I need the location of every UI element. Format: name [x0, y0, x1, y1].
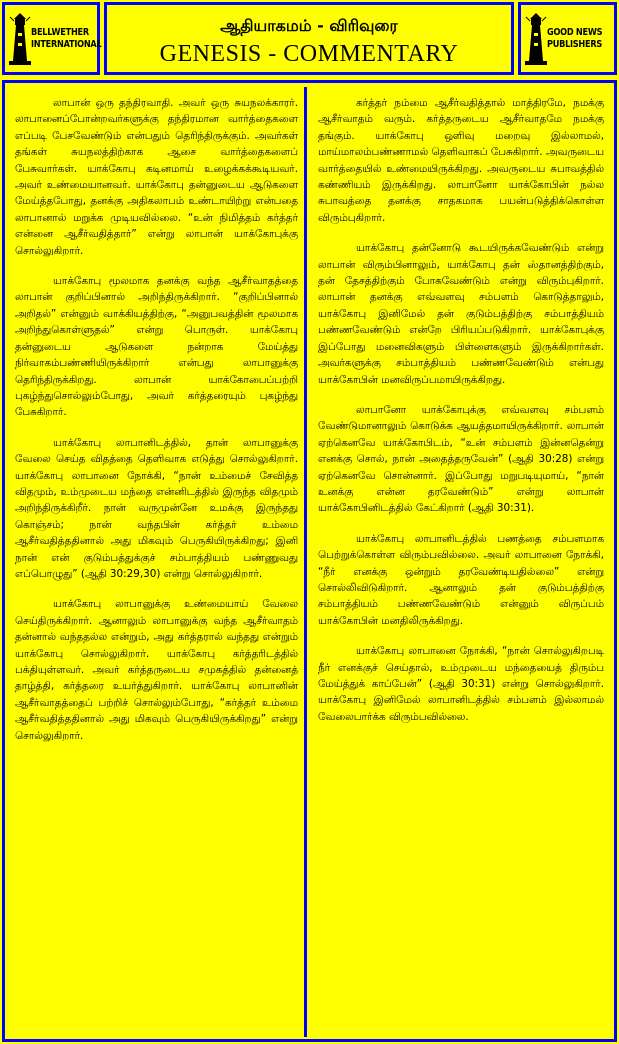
bellwether-logo: [9, 13, 102, 67]
title-english: GENESIS - COMMENTARY: [159, 41, 459, 67]
good-news-logo-text: [547, 27, 604, 51]
lighthouse-icon: [525, 13, 547, 65]
paragraph: யாக்கோபு லாபானிடத்தில் பணத்தை சம்பளமாக பெற்றுக்கொள்ள விரும்பவில்லை. அவர் லாபானை நோக்கி, “நீர் எனக்கு ஒன்றும் தரவேண்டியதில்லை” என்று சொல்லிவிடுகிறார். ஆனாலும் தன் குடும்பத்திற்கு சம்பாத்தியம் பண்ணவேண்டும் என்னும் விருப்பம் யாக்கோபின் மனதிலிருக்கிறது.: [318, 532, 604, 627]
paragraph: யாக்கோபு லாபானிடத்தில், தான் லாபானுக்கு வேலை செய்த விதத்தை தெளிவாக எடுத்து சொல்லுகிறார். யாக்கோபு லாபானை நோக்கி, “நான் உம்மைச் சேவித்த விதமும், உம்முடைய மந்தை என்னிடத்தில் இருந்த விதமும் அறிந்திருக்கிறீர். நான் வருமுன்னே உமக்கு இருந்தது கொஞ்சம்; நான் வந்தபின் கர்த்தர் உம்மை ஆசீர்வதித்ததினால் அது மிகவும் பெருகியிருக்கிறது; இனி நான் என் குடும்பத்துக்குச் சம்பாத்தியம் பண்ணுவது எப்பொழுது” (ஆதி 30:29,30) என்று சொல்லுகிறார்.: [15, 436, 298, 580]
commentary-body: [2, 80, 617, 1042]
title-tamil: ஆதியாகமம் - விரிவுரை: [220, 16, 398, 35]
logo-line-2: INTERNATIONAL: [31, 39, 102, 50]
right-logo-box: [518, 2, 617, 75]
paragraph: யாக்கோபு லாபானுக்கு உண்மையாய் வேலை செய்திருக்கிறார். ஆனாலும் லாபானுக்கு வந்த ஆசீர்வாதம் தன்னால் வந்ததல்ல என்றும், அது கர்த்தரால் வந்தது என்றும் யாக்கோபு சொல்லுகிறார். யாக்கோபு கர்த்தரிடத்தில் பக்தியுள்ளவர். அவர் கர்த்தருடைய சமுகத்தில் தன்னைத் தாழ்த்தி, கர்த்தரை உயர்த்துகிறார். யாக்கோபு லாபானின் ஆசீர்வாதத்தைப் பற்றிச் சொல்லும்போது, “கர்த்தர் உம்மை ஆசீர்வதித்ததினால் அது மிகவும் பெருகியிருக்கிறது” என்று சொல்லுகிறார்.: [15, 598, 298, 742]
bellwether-logo-text: [31, 27, 102, 51]
paragraph: யாக்கோபு லாபானை நோக்கி, “நான் சொல்லுகிறபடி நீர் எனக்குச் செய்தால், உம்முடைய மந்தையைத் திரும்ப மேய்த்துக் காப்பேன்” (ஆதி 30:31) என்று சொல்லுகிறார். யாக்கோபு இனிமேல் லாபானிடத்தில் சம்பளம் இல்லாமல் வேலைபார்க்க விரும்பவில்லை.: [318, 645, 604, 723]
left-column: [9, 87, 307, 1037]
logo-line-1: BELLWETHER: [31, 27, 89, 38]
logo-line-2: PUBLISHERS: [547, 39, 602, 50]
right-column: [312, 87, 610, 1037]
paragraph: லாபான் ஒரு தந்திரவாதி. அவர் ஒரு சுயநலக்காரர். லாபானைப்போன்றவர்களுக்கு தந்திரமான வார்த்தைகளை எப்படி பேசவேண்டும் என்பதும் தெரிந்திருக்கும். அவர்கள் தங்கள் சுயநலத்திற்காக ஆசை வார்த்தைகளைப் பேசுவார்கள். யாக்கோபு கடினமாய் உழைக்கக்கூடியவர். அவர் உண்மையானவர். யாக்கோபு தன்னுடைய ஆடுகளை மேய்த்தபோது, தனக்கு அதிகலாபம் உண்டாயிற்று என்பதை லாபானால் மறுக்க முடியவில்லை. “உன் நிமித்தம் கர்த்தர் என்னை ஆசீர்வதித்தார்” என்று லாபான் யாக்கோபுக்கு சொல்லுகிறார்.: [15, 97, 298, 257]
paragraph: யாக்கோபு தன்னோடு கூடயிருக்கவேண்டும் என்று லாபான் விரும்பினாலும், யாக்கோபு தன் ஸ்தானத்திற்கும், தன் தேசத்திற்கும் போகவேண்டும் என்று விரும்புகிறார். லாபான் தனக்கு எவ்வளவு சம்பளம் கொடுத்தாலும், யாக்கோபு இனிமேல் தன் குடும்பத்திற்கு சம்பாத்தியம் பண்ணவேண்டும் என்றே பிரியப்படுகிறார். யாக்கோபுக்கு இப்போது மனைவிகளும் பிள்ளைகளும் இருக்கிறார்கள். அவர்களுக்கு சம்பாத்தியம் பண்ணவேண்டும் என்பது யாக்கோபின் மனவிருப்பமாயிருக்கிறது.: [318, 242, 604, 386]
paragraph: கர்த்தர் நம்மை ஆசீர்வதித்தால் மாத்திரமே, நமக்கு ஆசீர்வாதம் வரும். கர்த்தருடைய ஆசீர்வாதமே நமக்கு தங்கும். யாக்கோபு ஒளிவு மறைவு இல்லாமல், மாய்மாலம்பண்ணாமல் தெளிவாகப் பேசுகிறார். அவருடைய வார்த்தையில் உண்மையிருக்கிறது. அவருடைய சுபாவத்தில் கண்ணியம் இருக்கிறது. லாபானோ யாக்கோபின் நல்ல சுபாவத்தை தனக்கு சாதகமாக பயன்படுத்திக்கொள்ள விரும்புகிறார்.: [318, 97, 604, 224]
title-box: [104, 2, 514, 75]
lighthouse-icon: [9, 13, 31, 65]
good-news-logo: [525, 13, 611, 67]
logo-line-1: GOOD NEWS: [547, 27, 603, 38]
paragraph: யாக்கோபு மூலமாக தனக்கு வந்த ஆசீர்வாதத்தை லாபான் குறிப்பினால் அறிந்திருக்கிறார். “குறிப்பினால் அறிதல்” என்னும் வாக்கியத்திற்கு, “அனுபவத்தின் மூலமாக அறிந்துகொள்ளுதல்” என்று பொருள். யாக்கோபு தன்னுடைய ஆடுகளை நன்றாக மேய்த்து நிர்வாகம்பண்ணியிருக்கிறார் என்பது லாபானுக்கு தெரிந்திருக்கிறது. லாபான் யாக்கோபைப்பற்றி புகழ்ந்துசொல்லும்போது, அவர் கர்த்தரையும் புகழ்ந்து பேசுகிறார்.: [15, 275, 298, 419]
left-logo-box: [2, 2, 100, 75]
header: [0, 0, 619, 78]
paragraph: லாபானோ யாக்கோபுக்கு எவ்வளவு சம்பளம் வேண்டுமானாலும் கொடுக்க ஆயத்தமாயிருக்கிறார். லாபான் ஏற்கெனவே யாக்கோபிடம், “உன் சம்பளம் இன்னதென்று எனக்கு சொல், நான் அதைத்தருவேன்” (ஆதி 30:28) என்று ஏற்கெனவே சொன்னார். இப்போது மறுபடியுமாய், “நான் உனக்கு என்ன தரவேண்டும்” என்று லாபான் யாக்கோபினிடத்தில் கேட்கிறார் (ஆதி 30:31).: [318, 403, 604, 515]
